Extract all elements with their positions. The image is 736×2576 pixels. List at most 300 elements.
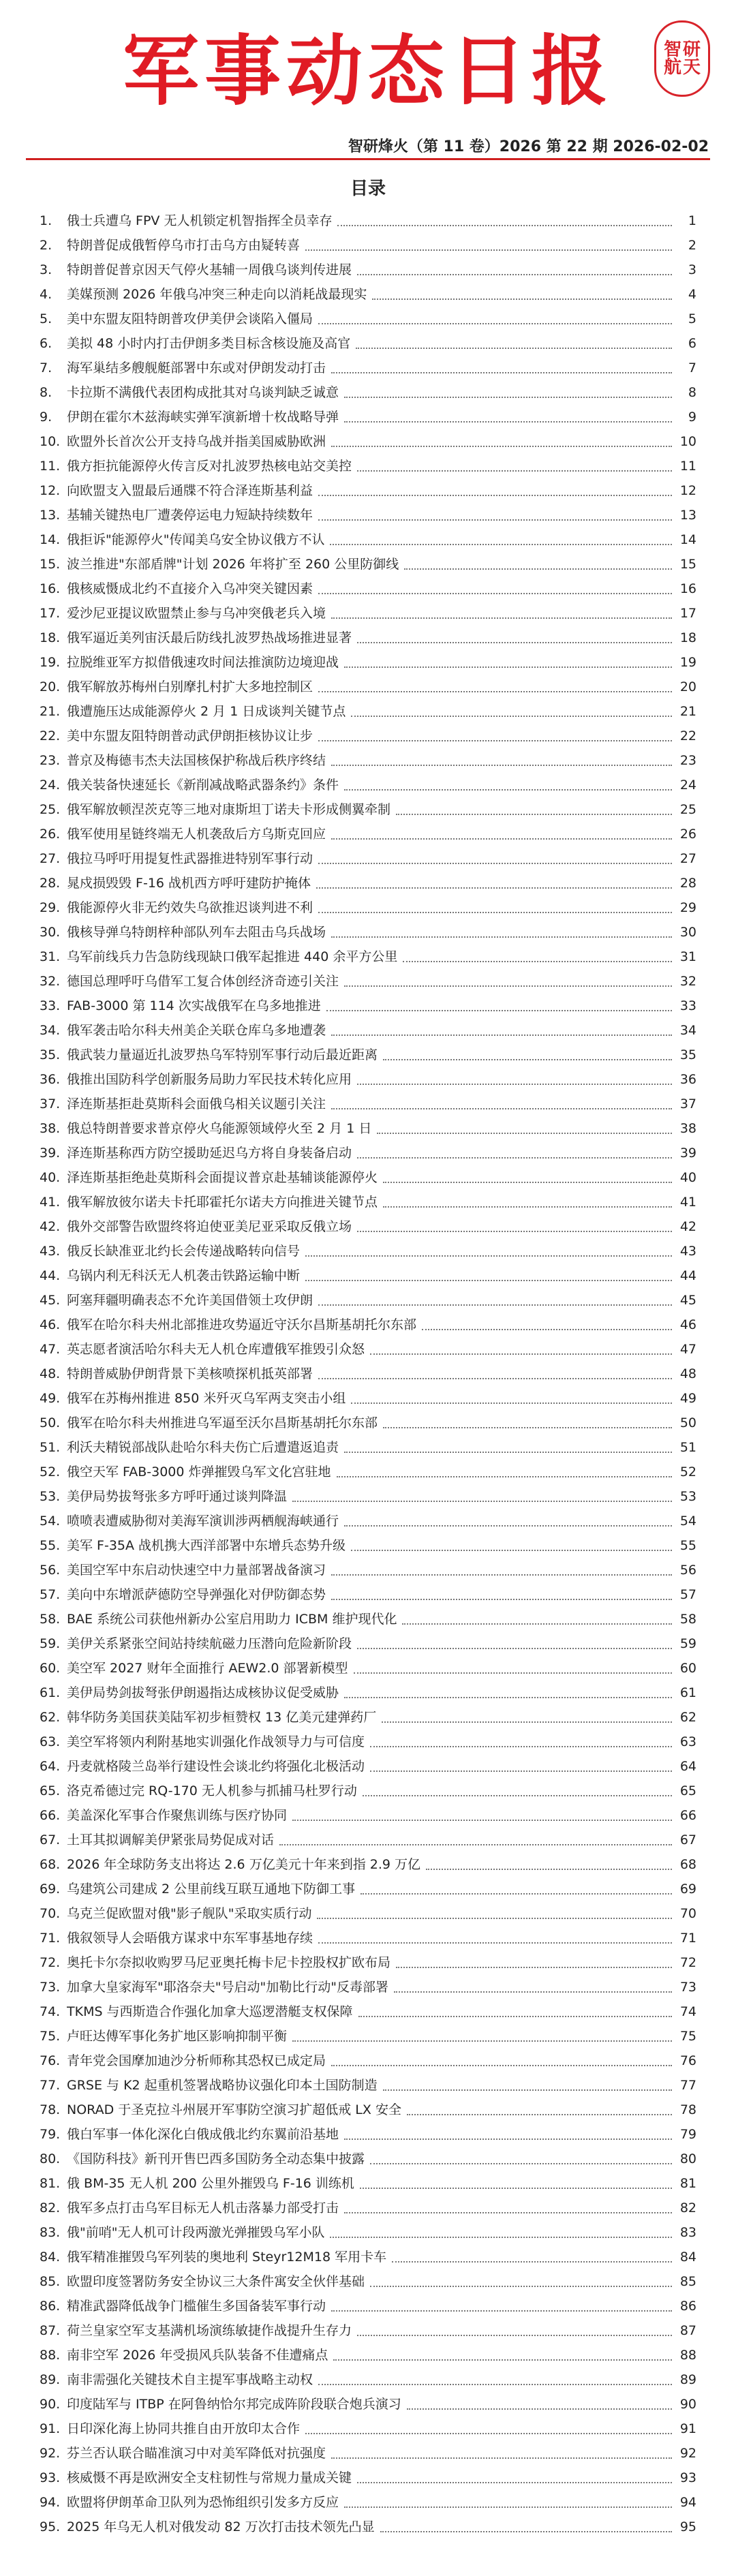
toc-item[interactable]: [40, 1901, 696, 1926]
toc-leader-dots: [318, 853, 672, 864]
toc-item[interactable]: [40, 282, 696, 307]
toc-item-title[interactable]: 俄军在苏梅州推进 850 米歼灭乌军两支突击小组: [67, 1391, 346, 1406]
toc-item[interactable]: [40, 2171, 696, 2196]
toc-item-number: 47.: [40, 1342, 61, 1357]
toc-leader-dots: [357, 632, 672, 643]
toc-item-page: 64: [679, 1759, 696, 1774]
toc-item[interactable]: [40, 871, 696, 895]
toc-item-title[interactable]: 俄士兵遭乌 FPV 无人机锁定机智指挥全员幸存: [67, 213, 333, 228]
toc-item-title[interactable]: 海军巢结多艘舰艇部署中东或对伊朗发动打击: [67, 361, 326, 375]
toc-item-title[interactable]: 核威慑不再是欧洲安全支柱韧性与常规力量成关键: [67, 2470, 352, 2485]
toc-item-title[interactable]: 南非需强化关键技术自主提军事战略主动权: [67, 2372, 313, 2387]
toc-item-title[interactable]: 俄白军事一体化深化白俄成俄北约东翼前沿基地: [67, 2127, 339, 2142]
toc-item-title[interactable]: 利沃夫精锐部战队赴哈尔科夫伤亡后遭遣返追责: [67, 1440, 339, 1455]
toc-item[interactable]: [40, 994, 696, 1018]
toc-item[interactable]: [40, 2049, 696, 2073]
toc-item[interactable]: [40, 2024, 696, 2049]
toc-item-page: 29: [679, 900, 696, 915]
toc-leader-dots: [380, 2521, 672, 2532]
toc-item-page: 88: [679, 2348, 696, 2363]
toc-item[interactable]: [40, 331, 696, 356]
toc-item-number: 70.: [40, 1906, 61, 1921]
toc-item[interactable]: [40, 1362, 696, 1386]
toc-item-title[interactable]: 青年党会国摩加迪沙分析师称其恐权已成定局: [67, 2053, 326, 2068]
toc-leader-dots: [318, 2374, 672, 2385]
toc-item-title[interactable]: 美伊关系紧张空间站持续航磁力压潜向危险新阶段: [67, 1636, 352, 1651]
toc-item-title[interactable]: 向欧盟支入盟最后通牒不符合泽连斯基利益: [67, 483, 313, 498]
toc-item-page: 85: [679, 2274, 696, 2289]
toc-item[interactable]: [40, 2269, 696, 2294]
toc-item-title[interactable]: 俄核威慑成北约不直接介入乌冲突关键因素: [67, 581, 313, 596]
toc-item[interactable]: [40, 1165, 696, 1190]
toc-leader-dots: [331, 829, 672, 840]
toc-item-title[interactable]: 乌军前线兵力告急防线现缺口俄军起推进 440 余平方公里: [67, 949, 398, 964]
toc-item-title[interactable]: 乌克兰促欧盟对俄"影子舰队"采取实质行动: [67, 1906, 312, 1921]
toc-item-number: 26.: [40, 827, 61, 842]
toc-item-title[interactable]: 日印深化海上协同共推自由开放印太合作: [67, 2421, 301, 2436]
toc-item-page: 41: [679, 1195, 696, 1210]
toc-leader-dots: [330, 534, 672, 545]
toc-item-title[interactable]: 喷喷表遭威胁彻对美海军演训涉两栖舰海峡通行: [67, 1514, 339, 1529]
toc-item[interactable]: [40, 1509, 696, 1533]
toc-item[interactable]: [40, 748, 696, 773]
toc-item[interactable]: [40, 1411, 696, 1435]
toc-leader-dots: [351, 1540, 672, 1551]
toc-item-title[interactable]: FAB-3000 第 114 次实战俄军在乌多地推进: [67, 998, 321, 1013]
toc-item-title[interactable]: 美向中东增派萨德防空导弹强化对伊防御态势: [67, 1587, 326, 1602]
toc-item-page: 86: [679, 2299, 696, 2314]
toc-item-title[interactable]: 俄军解放顿涅茨克等三地对康斯坦丁诺夫卡形成侧翼牵制: [67, 802, 391, 817]
toc-item-title[interactable]: 俄空天军 FAB-3000 炸弹摧毁乌军文化宫驻地: [67, 1465, 331, 1479]
toc-item[interactable]: [40, 2343, 696, 2367]
toc-item-page: 66: [679, 1808, 696, 1823]
toc-item-title[interactable]: 俄拒诉"能源停火"传闻美乌安全协议俄方不认: [67, 532, 325, 547]
toc-item-title[interactable]: 欧盟印度签署防务安全协议三大条件寓安全伙伴基础: [67, 2274, 365, 2289]
toc-item-title[interactable]: 印度陆军与 ITBP 在阿鲁纳恰尔邦完成阵阶段联合炮兵演习: [67, 2397, 401, 2412]
toc-item[interactable]: [40, 1263, 696, 1288]
toc-item-title[interactable]: 俄军在哈尔科夫州推进乌军逼至沃尔昌斯基胡托尔东部: [67, 1415, 378, 1430]
toc-item[interactable]: [40, 527, 696, 552]
toc-item-title[interactable]: TKMS 与西斯造合作强化加拿大巡逻潜艇支权保障: [67, 2004, 353, 2019]
toc-item-page: 37: [679, 1097, 696, 1111]
toc-item[interactable]: [40, 1288, 696, 1313]
toc-leader-dots: [305, 240, 672, 251]
toc-leader-dots: [357, 2472, 672, 2483]
toc-item-page: 17: [679, 606, 696, 621]
toc-item-title[interactable]: 德国总理呼吁乌借军工复合体创经济奇迹引关注: [67, 974, 339, 989]
toc-item[interactable]: [40, 1705, 696, 1730]
toc-item-title[interactable]: 美伊局势拔弩张多方呼吁通过谈判降温: [67, 1489, 288, 1504]
toc-item-page: 93: [679, 2470, 696, 2485]
toc-item-title[interactable]: 俄核导弹乌特朗梓种部队列车去阻击乌兵战场: [67, 925, 326, 940]
toc-item-title[interactable]: 美伊局势剑拔弩张伊朗遏指达成核协议促受威胁: [67, 1685, 339, 1700]
toc-item[interactable]: [40, 1999, 696, 2024]
toc-item-title[interactable]: 基辅关键热电厂遭袭停运电力短缺持续数年: [67, 508, 313, 523]
toc-item-title[interactable]: 卢旺达傅军事化务扩地区影响抑制平衡: [67, 2029, 288, 2044]
toc-item[interactable]: [40, 2245, 696, 2269]
toc-item[interactable]: [40, 1730, 696, 1754]
toc-item[interactable]: [40, 969, 696, 994]
toc-item-number: 6.: [40, 336, 52, 351]
toc-item-page: 74: [679, 2004, 696, 2019]
toc-item[interactable]: [40, 1239, 696, 1263]
toc-item[interactable]: [40, 2122, 696, 2147]
toc-item[interactable]: [40, 429, 696, 454]
toc-item[interactable]: [40, 209, 696, 233]
toc-leader-dots: [331, 436, 672, 447]
toc-leader-dots: [357, 1221, 672, 1232]
toc-item-number: 40.: [40, 1170, 61, 1185]
toc-leader-dots: [344, 412, 672, 423]
toc-item-number: 94.: [40, 2495, 61, 2510]
toc-item-title[interactable]: 俄拉马呼吁用提复性武器推进特别军事行动: [67, 851, 313, 866]
toc-item-title[interactable]: 俄军多点打击乌军目标无人机击落暴力部受打击: [67, 2201, 339, 2215]
seal-char: 智: [663, 40, 681, 60]
toc-item[interactable]: [40, 1828, 696, 1852]
toc-leader-dots: [305, 1246, 672, 1257]
toc-item-page: 18: [679, 630, 696, 645]
toc-item-title[interactable]: 泽连斯基拒绝赴莫斯科会面提议普京赴基辅谈能源停火: [67, 1170, 378, 1185]
toc-item-title[interactable]: 拉脱维亚军方拟借俄速攻时间法推演防边境迎战: [67, 655, 339, 670]
toc-item[interactable]: [40, 724, 696, 748]
toc-item-title[interactable]: 洛克希德过完 RQ-170 无人机参与抓捕马杜罗行动: [67, 1783, 357, 1798]
toc-item-number: 69.: [40, 1882, 61, 1897]
toc-item-page: 45: [679, 1293, 696, 1308]
toc-item[interactable]: [40, 1190, 696, 1214]
toc-item-number: 11.: [40, 459, 61, 474]
toc-item[interactable]: [40, 307, 696, 331]
toc-leader-dots: [331, 608, 672, 619]
toc-item[interactable]: [40, 920, 696, 945]
toc-item-title[interactable]: BAE 系统公司获他州新办公室启用助力 ICBM 维护现代化: [67, 1612, 397, 1627]
toc-item-title[interactable]: 俄军袭击哈尔科夫州美企关联仓库乌多地遭袭: [67, 1023, 326, 1038]
toc-item[interactable]: [40, 1043, 696, 1067]
toc-item[interactable]: [40, 2392, 696, 2417]
toc-item-number: 89.: [40, 2372, 61, 2387]
toc-leader-dots: [403, 951, 672, 962]
toc-item-title[interactable]: 乌锅内利无科沃无人机袭击铁路运输中断: [67, 1268, 301, 1283]
toc-leader-dots: [331, 1565, 672, 1576]
toc-item-title[interactable]: 芬兰否认联合瞄准演习中对美军降低对抗强度: [67, 2446, 326, 2461]
toc-item-page: 27: [679, 851, 696, 866]
toc-item[interactable]: [40, 1386, 696, 1411]
toc-item-page: 52: [679, 1465, 696, 1479]
toc-item[interactable]: [40, 626, 696, 650]
toc-item-title[interactable]: 欧盟将伊朗革命卫队列为恐怖组织引发多方反应: [67, 2495, 339, 2510]
toc-item-page: 79: [679, 2127, 696, 2142]
toc-item[interactable]: [40, 1533, 696, 1558]
toc-item-number: 73.: [40, 1980, 61, 1995]
toc-item-page: 94: [679, 2495, 696, 2510]
toc-item[interactable]: [40, 2147, 696, 2171]
toc-item-title[interactable]: 特朗普威胁伊朗背景下美核喷探机抵英部署: [67, 1366, 313, 1381]
toc-item-number: 50.: [40, 1415, 61, 1430]
toc-item[interactable]: [40, 2490, 696, 2515]
toc-item-title[interactable]: 美中东盟友阻特朗普动武伊朗拒核协议让步: [67, 729, 313, 743]
toc-item-number: 23.: [40, 753, 61, 768]
toc-item[interactable]: [40, 650, 696, 675]
toc-item-title[interactable]: 俄方拒抗能源停火传言反对扎波罗热核电站交美控: [67, 459, 352, 474]
toc-item-number: 20.: [40, 679, 61, 694]
toc-item-number: 83.: [40, 2225, 61, 2240]
toc-item-title[interactable]: 俄叙领导人会晤俄方谋求中东军事基地存续: [67, 1931, 313, 1946]
toc-item[interactable]: [40, 2466, 696, 2490]
toc-item[interactable]: [40, 1435, 696, 1460]
toc-item-title[interactable]: 俄外交部警告欧盟终将迫使亚美尼亚采取反俄立场: [67, 1219, 352, 1234]
toc-item[interactable]: [40, 1141, 696, 1165]
toc-item[interactable]: [40, 1582, 696, 1607]
toc-item[interactable]: [40, 699, 696, 724]
toc-item-page: 30: [679, 925, 696, 940]
toc-item-title[interactable]: 俄武装力量逼近扎波罗热乌军特别军事行动后最近距离: [67, 1047, 378, 1062]
toc-leader-dots: [279, 1835, 672, 1845]
toc-item-title[interactable]: 普京及梅德韦杰夫法国核保护称战后秩序终结: [67, 753, 326, 768]
toc-leader-dots: [292, 1491, 672, 1502]
toc-item[interactable]: [40, 233, 696, 258]
toc-item-title[interactable]: 韩华防务美国获美陆军初步桓赞权 13 亿美元建弹药厂: [67, 1710, 377, 1725]
toc-item-title[interactable]: 精准武器降低战争门槛催生多国备装军事行动: [67, 2299, 326, 2314]
toc-leader-dots: [422, 1319, 672, 1330]
toc-item-number: 10.: [40, 434, 61, 449]
toc-item[interactable]: [40, 1656, 696, 1681]
toc-item-title[interactable]: 泽连斯基拒赴莫斯科会面俄乌相关议题引关注: [67, 1097, 326, 1111]
toc-item[interactable]: [40, 1460, 696, 1484]
toc-item-title[interactable]: 卡拉斯不满俄代表团构成批其对乌谈判缺乏诚意: [67, 385, 339, 400]
toc-item-page: 7: [688, 361, 696, 375]
toc-item-title[interactable]: 美媒预测 2026 年俄乌冲突三种走向以消耗战最现实: [67, 287, 367, 302]
toc-item-title[interactable]: 美空军 2027 财年全面推行 AEW2.0 部署新模型: [67, 1661, 348, 1676]
toc-leader-dots: [326, 1000, 672, 1011]
toc-item[interactable]: [40, 945, 696, 969]
toc-item-title[interactable]: 俄能源停火非无约效失乌欲推迟谈判进不利: [67, 900, 313, 915]
toc-item-page: 47: [679, 1342, 696, 1357]
toc-leader-dots: [292, 2031, 672, 2042]
toc-item[interactable]: [40, 2196, 696, 2220]
toc-item-page: 76: [679, 2053, 696, 2068]
toc-item-title[interactable]: 美军 F-35A 战机携大西洋部署中东增兵态势升级: [67, 1538, 346, 1553]
toc-item[interactable]: [40, 405, 696, 429]
toc-item-number: 13.: [40, 508, 61, 523]
brand-seal-logo: [654, 20, 710, 97]
toc-item[interactable]: [40, 773, 696, 797]
toc-item-number: 75.: [40, 2029, 61, 2044]
toc-item-page: 13: [679, 508, 696, 523]
toc-item-page: 26: [679, 827, 696, 842]
toc-item-page: 62: [679, 1710, 696, 1725]
toc-item-page: 63: [679, 1734, 696, 1749]
toc-item-title[interactable]: 俄军精准摧毁乌军列装的奥地利 Steyr12M18 军用卡车: [67, 2250, 387, 2265]
toc-item-title[interactable]: 俄推出国防科学创新服务局助力军民技术转化应用: [67, 1072, 352, 1087]
toc-item-title[interactable]: 美盖深化军事合作聚焦训练与医疗协同: [67, 1808, 288, 1823]
toc-leader-dots: [331, 1589, 672, 1600]
toc-item-title[interactable]: 特朗普促普京因天气停火基辅一周俄乌谈判传进展: [67, 262, 352, 277]
toc-item-page: 70: [679, 1906, 696, 1921]
toc-item-page: 92: [679, 2446, 696, 2461]
toc-item[interactable]: [40, 1337, 696, 1362]
toc-item[interactable]: [40, 2441, 696, 2466]
toc-item-number: 65.: [40, 1783, 61, 1798]
toc-item-page: 49: [679, 1391, 696, 1406]
toc-item[interactable]: [40, 380, 696, 405]
toc-leader-dots: [357, 264, 672, 275]
toc-item-title[interactable]: 俄反长缺准亚北约长会传递战略转向信号: [67, 1244, 301, 1259]
toc-item-title[interactable]: 乌建筑公司建成 2 公里前线互联互通地下防御工事: [67, 1882, 356, 1897]
toc-item[interactable]: [40, 1779, 696, 1803]
toc-item-title[interactable]: 俄军使用星链终端无人机袭敌后方乌斯克回应: [67, 827, 326, 842]
toc-item[interactable]: [40, 1484, 696, 1509]
toc-item-page: 73: [679, 1980, 696, 1995]
toc-item[interactable]: [40, 1313, 696, 1337]
toc-item-title[interactable]: NORAD 于圣克拉斗州展开军事防空演习扩超低戒 LX 安全: [67, 2102, 401, 2117]
toc-item[interactable]: [40, 1214, 696, 1239]
toc-leader-dots: [426, 1859, 672, 1870]
toc-item-page: 90: [679, 2397, 696, 2412]
toc-item-title[interactable]: 俄 BM-35 无人机 200 公里外摧毁乌 F-16 训练机: [67, 2176, 354, 2191]
toc-item-title[interactable]: 英志愿者演活哈尔科夫无人机仓库遭俄军推毁引众怒: [67, 1342, 365, 1357]
toc-item-number: 32.: [40, 974, 61, 989]
toc-item[interactable]: [40, 1558, 696, 1582]
toc-item[interactable]: [40, 1607, 696, 1631]
toc-item-number: 29.: [40, 900, 61, 915]
toc-item[interactable]: [40, 2294, 696, 2318]
toc-item-number: 72.: [40, 1955, 61, 1970]
toc-item-page: 5: [688, 311, 696, 326]
toc-item[interactable]: [40, 577, 696, 601]
toc-item-title[interactable]: 南非空军 2026 年受损风兵队装备不佳遭痛点: [67, 2348, 328, 2363]
toc-item-number: 3.: [40, 262, 52, 277]
toc-item[interactable]: [40, 2367, 696, 2392]
toc-item-title[interactable]: 俄总特朗普要求普京停火乌能源领域停火至 2 月 1 日: [67, 1121, 372, 1136]
toc-leader-dots: [344, 780, 672, 791]
toc-item[interactable]: [40, 1018, 696, 1043]
toc-item-title[interactable]: 2025 年乌无人机对俄发动 82 万次打击技术领先凸显: [67, 2519, 375, 2534]
toc-item-number: 43.: [40, 1244, 61, 1259]
toc-item-title[interactable]: 《国防科技》新刊开售巴西多国防务全动态集中披露: [67, 2151, 365, 2166]
toc-item-title[interactable]: 俄军在哈尔科夫州北部推进攻势逼近守沃尔昌斯基胡托尔东部: [67, 1317, 417, 1332]
toc-leader-dots: [331, 1099, 672, 1109]
toc-item[interactable]: [40, 1926, 696, 1950]
toc-item[interactable]: [40, 1754, 696, 1779]
toc-item-title[interactable]: 奥托卡尔奈拟收购罗马尼亚奥托梅卡尼卡控股权扩欧布局: [67, 1955, 391, 1970]
toc-item[interactable]: [40, 503, 696, 527]
toc-item[interactable]: [40, 356, 696, 380]
toc-item-page: 19: [679, 655, 696, 670]
toc-item-title[interactable]: GRSE 与 K2 起重机签署战略协议强化印本土国防制造: [67, 2078, 378, 2093]
toc-item-number: 49.: [40, 1391, 61, 1406]
toc-item-title[interactable]: 俄军逼近美列宙沃最后防线扎波罗热战场推进显著: [67, 630, 352, 645]
toc-item[interactable]: [40, 2515, 696, 2539]
toc-item-title[interactable]: 土耳其拟调解美伊紧张局势促成对话: [67, 1833, 275, 1847]
toc-item-number: 60.: [40, 1661, 61, 1676]
toc-item-number: 8.: [40, 385, 52, 400]
toc-leader-dots: [377, 1123, 672, 1134]
toc-item-number: 68.: [40, 1857, 61, 1872]
toc-item-title[interactable]: 波兰推进"东部盾牌"计划 2026 年将扩至 260 公里防御线: [67, 557, 399, 572]
toc-item-page: 14: [679, 532, 696, 547]
toc-item[interactable]: [40, 454, 696, 478]
toc-item[interactable]: [40, 846, 696, 871]
toc-item-title[interactable]: 荷兰皇家空军支基满机场演练敏捷作战提升生存力: [67, 2323, 352, 2338]
toc-item[interactable]: [40, 1092, 696, 1116]
toc-item-number: 39.: [40, 1146, 61, 1161]
toc-item-title[interactable]: 美国空军中东启动快速空中力量部署战备演习: [67, 1563, 326, 1578]
toc-item[interactable]: [40, 1877, 696, 1901]
toc-item-title[interactable]: 美空军将领内利附基地实训强化作战领导力与可信度: [67, 1734, 365, 1749]
toc-item-title[interactable]: 2026 年全球防务支出将达 2.6 万亿美元十年来到指 2.9 万亿: [67, 1857, 420, 1872]
toc-item-title[interactable]: 晁戍损毁毁 F-16 战机西方呼吁建防护掩体: [67, 876, 311, 891]
toc-item[interactable]: [40, 797, 696, 822]
toc-item-title[interactable]: 丹麦就格陵兰岛举行建设性会谈北约将强化北极活动: [67, 1759, 365, 1774]
toc-item-title[interactable]: 泽连斯基称西方防空援助延迟乌方将自身装备启动: [67, 1146, 352, 1161]
toc-item[interactable]: [40, 1116, 696, 1141]
toc-item[interactable]: [40, 1631, 696, 1656]
toc-item[interactable]: [40, 1067, 696, 1092]
toc-item-number: 77.: [40, 2078, 61, 2093]
toc-item[interactable]: [40, 1852, 696, 1877]
toc-item[interactable]: [40, 2417, 696, 2441]
toc-item-page: 34: [679, 1023, 696, 1038]
toc-item-page: 83: [679, 2225, 696, 2240]
toc-leader-dots: [357, 1074, 672, 1085]
toc-item-title[interactable]: 俄关装备快速延长《新削减战略武器条约》条件: [67, 778, 339, 793]
toc-leader-dots: [383, 2080, 672, 2091]
toc-item-page: 8: [688, 385, 696, 400]
toc-item[interactable]: [40, 1681, 696, 1705]
toc-item-page: 53: [679, 1489, 696, 1504]
toc-item[interactable]: [40, 1975, 696, 1999]
toc-leader-dots: [358, 2006, 672, 2017]
toc-item[interactable]: [40, 2220, 696, 2245]
toc-leader-dots: [407, 2399, 672, 2410]
toc-item[interactable]: [40, 601, 696, 626]
toc-leader-dots: [330, 2227, 672, 2238]
toc-leader-dots: [331, 755, 672, 766]
toc-item-number: 34.: [40, 1023, 61, 1038]
toc-item-page: 21: [679, 704, 696, 719]
toc-leader-dots: [363, 1785, 672, 1796]
toc-item-number: 90.: [40, 2397, 61, 2412]
toc-item-number: 9.: [40, 410, 52, 425]
toc-item-title[interactable]: 俄遭施压达成能源停火 2 月 1 日成谈判关键节点: [67, 704, 346, 719]
toc-item-title[interactable]: 俄军解放彼尔诺夫卡托耶霍托尔诺夫方向推进关键节点: [67, 1195, 378, 1210]
toc-item-title[interactable]: 美拟 48 小时内打击伊朗多类目标含核设施及高官: [67, 336, 351, 351]
toc-item[interactable]: [40, 2073, 696, 2098]
toc-item-page: 12: [679, 483, 696, 498]
toc-item-title[interactable]: 俄军解放苏梅州白别摩扎村扩大多地控制区: [67, 679, 313, 694]
toc-item-title[interactable]: 爱沙尼亚提议欧盟禁止参与乌冲突俄老兵入境: [67, 606, 326, 621]
toc-item[interactable]: [40, 822, 696, 846]
toc-item[interactable]: [40, 1803, 696, 1828]
toc-item-title[interactable]: 阿塞拜疆明确表态不允许美国借领土攻伊朗: [67, 1293, 313, 1308]
toc-item[interactable]: [40, 675, 696, 699]
toc-item[interactable]: [40, 895, 696, 920]
toc-item-title[interactable]: 特朗普促成俄暂停乌市打击乌方由疑转喜: [67, 238, 301, 253]
toc-item-title[interactable]: 伊朗在霍尔木兹海峡实弹军演新增十枚战略导弹: [67, 410, 339, 425]
toc-item-number: 95.: [40, 2519, 61, 2534]
toc-item[interactable]: [40, 2098, 696, 2122]
toc-item-title[interactable]: 加拿大皇家海军"耶洛奈夫"号启动"加勒比行动"反毒部署: [67, 1980, 388, 1995]
toc-item[interactable]: [40, 1950, 696, 1975]
toc-item-title[interactable]: 俄"前哨"无人机可计段两激光弹摧毁乌军小队: [67, 2225, 325, 2240]
toc-item-title[interactable]: 美中东盟友阻特朗普攻伊美伊会谈陷入僵局: [67, 311, 313, 326]
toc-item[interactable]: [40, 478, 696, 503]
toc-item[interactable]: [40, 258, 696, 282]
toc-item[interactable]: [40, 2318, 696, 2343]
toc-item[interactable]: [40, 552, 696, 577]
toc-item-page: 82: [679, 2201, 696, 2215]
toc-item-title[interactable]: 欧盟外长首次公开支持乌战并指美国威胁欧洲: [67, 434, 326, 449]
toc-leader-dots: [351, 1393, 672, 1404]
